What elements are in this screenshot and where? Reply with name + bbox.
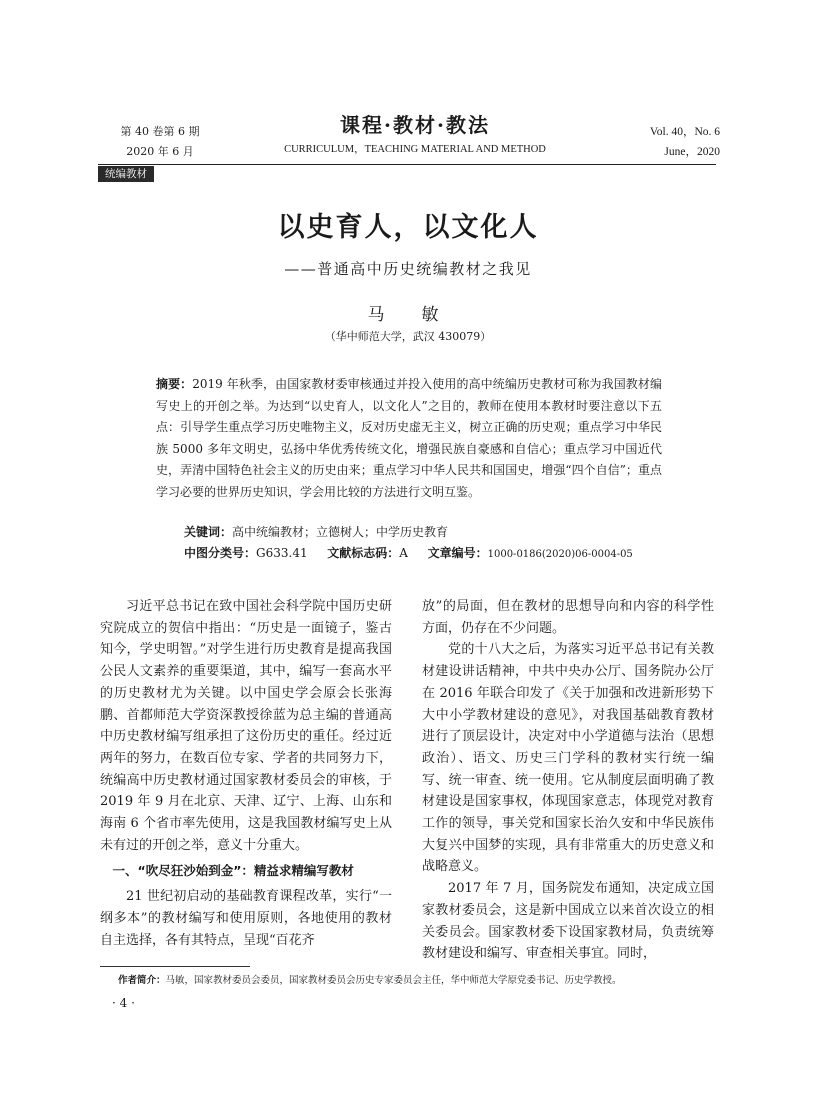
journal-name-en: CURRICULUM，TEACHING MATERIAL AND METHOD	[284, 144, 546, 155]
body-paragraph: 21 世纪初启动的基础教育课程改革，实行“一纲多本”的教材编写和使用原则，各地使用的教材自主选择，各有其特点，呈现“百花齐	[100, 889, 392, 948]
footnote-label: 作者简介：	[118, 975, 166, 986]
header-rule	[98, 164, 716, 165]
journal-name-cn: 课程·教材·教法	[340, 113, 490, 137]
journal-masthead	[250, 112, 580, 158]
body-paragraph: 党的十八大之后，为落实习近平总书记有关教材建设讲话精神，中共中央办公厅、国务院办公厅在 2016 年联合印发了《关于加强和改进新形势下大中小学教材建设的意见》，对我国基础教育教材进行了顶层设计，决定对中小学道德与法治（思想政治）、语文、历史三门学科的教材实行统一编写、统一审查、统一使用。它从制度层面明确了教材建设是国家事权，体现国家意志，体现党对教育工作的领导，事关党和国家长治久安和中华民族伟大复兴中国梦的实现，具有非常重大的历史意义和战略意义。	[422, 642, 714, 875]
keywords	[184, 522, 448, 542]
date-en: June，2020	[664, 146, 720, 158]
body-paragraph: 2017 年 7 月，国务院发布通知，决定成立国家教材委员会，这是新中国成立以来首次设立的相关委员会。国家教材委下设国家教材局，负责统筹教材建设和编写、审查相关事宜。同时，	[422, 881, 714, 962]
body-paragraph: 放”的局面，但在教材的思想导向和内容的科学性方面，仍存在不少问题。	[422, 599, 714, 636]
article-id-value: 1000-0186(2020)06-0004-05	[487, 549, 633, 560]
section-tag: 统编教材	[98, 166, 154, 182]
date-cn: 2020 年 6 月	[126, 145, 194, 158]
body-paragraph: 习近平总书记在致中国社会科学院中国历史研究院成立的贺信中指出：“历史是一面镜子，鉴古知今，学史明智。”对学生进行历史教育是提高我国公民人文素养的重要渠道，其中，编写一套高水平的历史教材尤为关键。以中国史学会原会长张海鹏、首都师范大学资深教授徐蓝为总主编的普通高中历史教材编写组承担了这份历史的重任。经过近两年的努力，在数百位专家、学者的共同努力下，统编高中历史教材通过国家教材委员会的审核，于 2019 年 9 月在北京、天津、辽宁、上海、山东和海南 6 个省市率先使用，这是我国教材编写史上从未有过的开创之举，意义十分重大。	[100, 599, 392, 853]
header-right	[600, 122, 720, 162]
abstract-text: 2019 年秋季，由国家教材委审核通过并投入使用的高中统编历史教材可称为我国教材编写史上的开创之举。为达到“以史育人，以文化人”之目的，教师在使用本教材时要注意以下五点：引导学生重点学习历史唯物主义，反对历史虚无主义，树立正确的历史观；重点学习中华民族 5000 多年文明史，弘扬中华优秀传统文化，增强民族自豪感和自信心；重点学习中国近代史，弄清中国特色社会主义的历史由来；重点学习中华人民共和国国史，增强“四个自信”；重点学习必要的世界历史知识，学会用比较的方法进行文明互鉴。	[156, 377, 662, 499]
abstract	[156, 374, 662, 503]
body-column-left	[100, 596, 392, 952]
article-id-label: 文章编号：	[427, 546, 488, 560]
volume-issue-cn: 第 40 卷第 6 期	[120, 125, 200, 138]
footnote-rule	[100, 966, 250, 967]
header-left	[100, 122, 220, 162]
clc-label: 中图分类号：	[184, 546, 257, 560]
page-number: · 4 ·	[112, 996, 135, 1010]
keywords-text: 高中统编教材；立德树人；中学历史教育	[232, 525, 449, 539]
footnote-text: 马敏，国家教材委员会委员，国家教材委员会历史专家委员会主任，华中师范大学原党委书记、历史学教授。	[165, 975, 622, 986]
author-affiliation: （华中师范大学，武汉 430079）	[324, 330, 492, 343]
classification-line	[184, 543, 633, 565]
article-title: 以史育人，以文化人	[277, 212, 539, 243]
clc-value: G633.41	[256, 546, 308, 560]
author-footnote	[118, 973, 718, 989]
volume-issue-en: Vol. 40，No. 6	[649, 126, 720, 138]
keywords-label: 关键词：	[184, 525, 233, 539]
doc-code-value: A	[399, 546, 408, 560]
abstract-label: 摘要：	[156, 377, 193, 391]
section-heading: 一、“吹尽狂沙始到金”：精益求精编写教材	[112, 863, 354, 879]
body-column-right	[422, 596, 714, 965]
doc-code-label: 文献标志码：	[327, 546, 400, 560]
author-name: 马 敏	[367, 305, 449, 325]
article-subtitle: ——普通高中历史统编教材之我见	[284, 260, 532, 278]
